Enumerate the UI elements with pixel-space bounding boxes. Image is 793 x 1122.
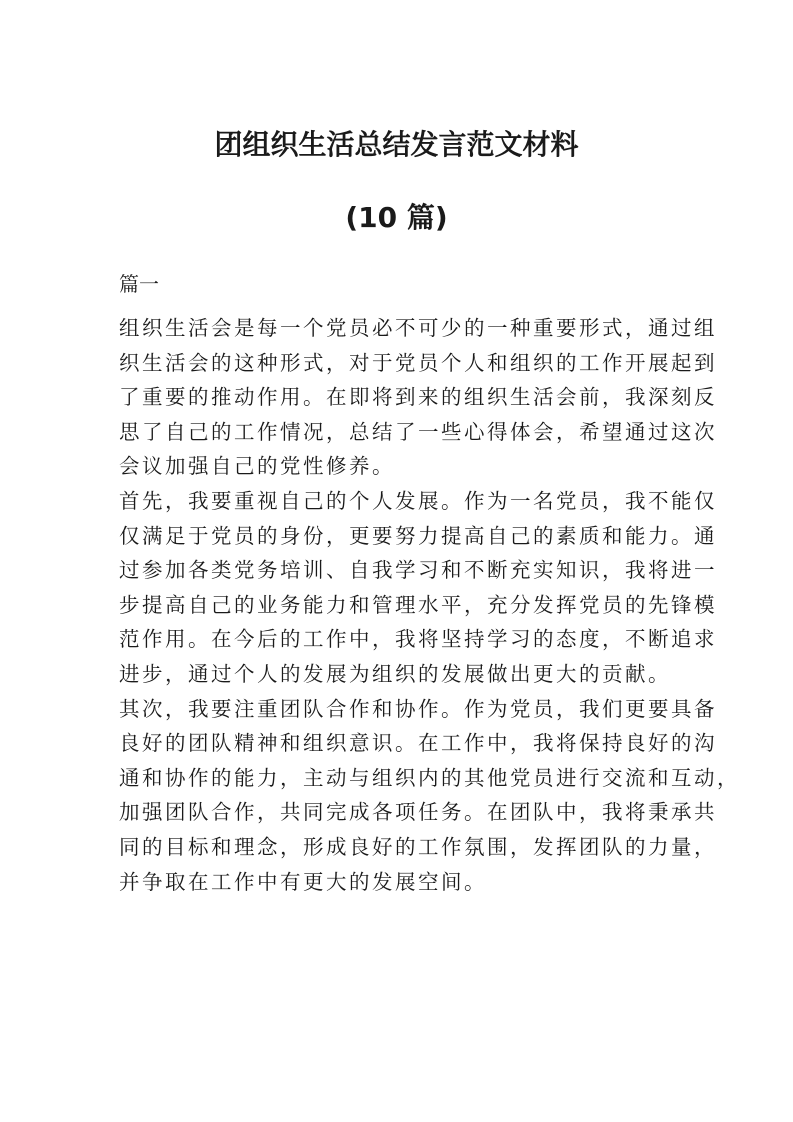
text-line: 通和协作的能力，主动与组织内的其他党员进行交流和互动， (119, 765, 740, 790)
document-title: 团组织生活总结发言范文材料 (214, 128, 579, 161)
section-heading: 篇一 (119, 272, 159, 296)
text-line: 织生活会的这种形式，对于党员个人和组织的工作开展起到 (119, 350, 717, 375)
text-line: 仅满足于党员的身份，更要努力提高自己的素质和能力。通 (119, 523, 717, 548)
text-line: 思了自己的工作情况，总结了一些心得体会，希望通过这次 (119, 419, 717, 444)
document-subtitle: (10 篇) (345, 201, 448, 234)
text-line: 会议加强自己的党性修养。 (119, 454, 395, 479)
text-line: 范作用。在今后的工作中，我将坚持学习的态度，不断追求 (119, 627, 717, 652)
text-line: 并争取在工作中有更大的发展空间。 (119, 869, 487, 894)
text-line: 了重要的推动作用。在即将到来的组织生活会前，我深刻反 (119, 385, 717, 410)
text-line: 加强团队合作，共同完成各项任务。在团队中，我将秉承共 (119, 800, 717, 825)
text-line: 组织生活会是每一个党员必不可少的一种重要形式，通过组 (119, 316, 717, 340)
text-line: 良好的团队精神和组织意识。在工作中，我将保持良好的沟 (119, 731, 717, 756)
body-text (119, 311, 740, 899)
text-line: 过参加各类党务培训、自我学习和不断充实知识，我将进一 (119, 558, 717, 583)
text-line: 其次，我要注重团队合作和协作。作为党员，我们更要具备 (119, 696, 717, 721)
text-line: 步提高自己的业务能力和管理水平，充分发挥党员的先锋模 (119, 592, 717, 617)
text-line: 进步，通过个人的发展为组织的发展做出更大的贡献。 (119, 661, 671, 686)
text-line: 同的目标和理念，形成良好的工作氛围，发挥团队的力量， (119, 834, 717, 859)
text-line: 首先，我要重视自己的个人发展。作为一名党员，我不能仅 (119, 488, 717, 513)
